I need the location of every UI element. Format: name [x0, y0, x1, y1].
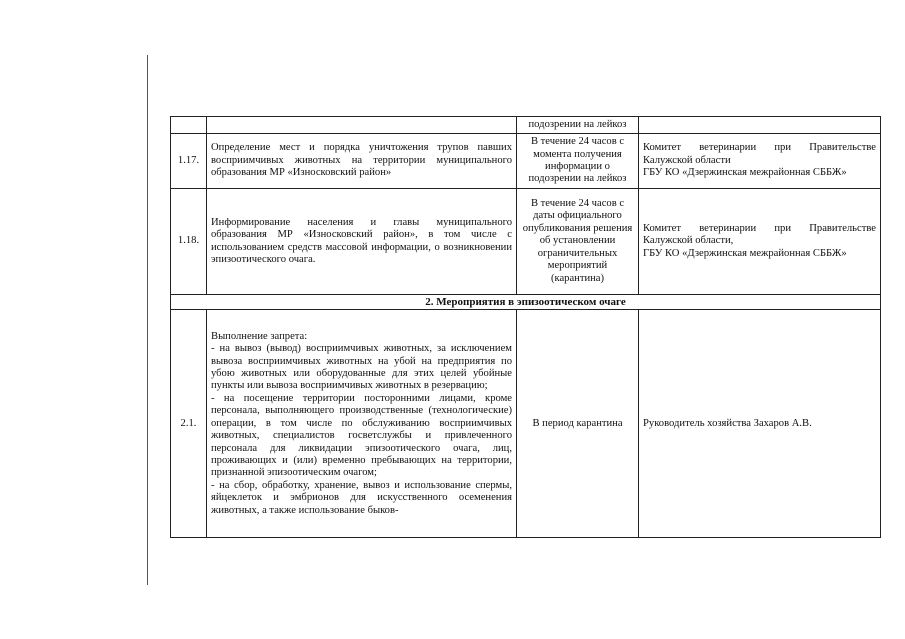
measures-table [170, 116, 881, 538]
measure-description: Выполнение запрета: - на вывоз (вывод) восприимчивых животных, за исключением вывоза восприимчивых животных на убой на предприятия по убою животных или оборудованные для этих целей убойные пункты или вывоза восприимчивых животных в резервацию; - на посещение территории посторонними лицами, кроме персонала, выполняющего производственные (технологические) операции, в том числе по обслуживанию восприимчивых животных, специалистов госветслужбы и привлеченного персонала для ликвидации эпизоотического очага, лиц, проживающих и (или) временно пребывающих на территории, признанной эпизоотическим очагом; - на сбор, обработку, хранение, вывоз и использование спермы, яйцеклеток и эмбрионов для искусственного осеменения животных, а также использование быков- [207, 310, 517, 538]
table-row [171, 117, 881, 134]
measure-term: В течение 24 часов с даты официального опубликования решения об установлении ограничительных мероприятий (карантина) [517, 189, 639, 295]
row-number [171, 117, 207, 134]
measure-term: подозрении на лейкоз [517, 117, 639, 134]
measure-term: В течение 24 часов с момента получения информации о подозрении на лейкоз [517, 134, 639, 189]
table-row [171, 134, 881, 189]
measure-description [207, 117, 517, 134]
measure-term: В период карантина [517, 310, 639, 538]
row-number: 1.17. [171, 134, 207, 189]
measure-responsible [639, 117, 881, 134]
page-margin-line [147, 55, 148, 585]
measure-description: Информирование населения и главы муниципального образования МР «Износковский район», в том числе с использованием средств массовой информации, о возникновении эпизоотического очага. [207, 189, 517, 295]
row-number: 2.1. [171, 310, 207, 538]
section-header-row [171, 295, 881, 310]
section-title: 2. Мероприятия в эпизоотическом очаге [171, 295, 881, 310]
measure-description: Определение мест и порядка уничтожения трупов павших восприимчивых животных на территории муниципального образования МР «Износковский район» [207, 134, 517, 189]
row-number: 1.18. [171, 189, 207, 295]
table-row [171, 310, 881, 538]
measure-responsible: Комитет ветеринарии при Правительстве Калужской области, ГБУ КО «Дзержинская межрайонная СББЖ» [639, 189, 881, 295]
table-row [171, 189, 881, 295]
measure-responsible: Руководитель хозяйства Захаров А.В. [639, 310, 881, 538]
measure-responsible: Комитет ветеринарии при Правительстве Калужской области ГБУ КО «Дзержинская межрайонная СББЖ» [639, 134, 881, 189]
